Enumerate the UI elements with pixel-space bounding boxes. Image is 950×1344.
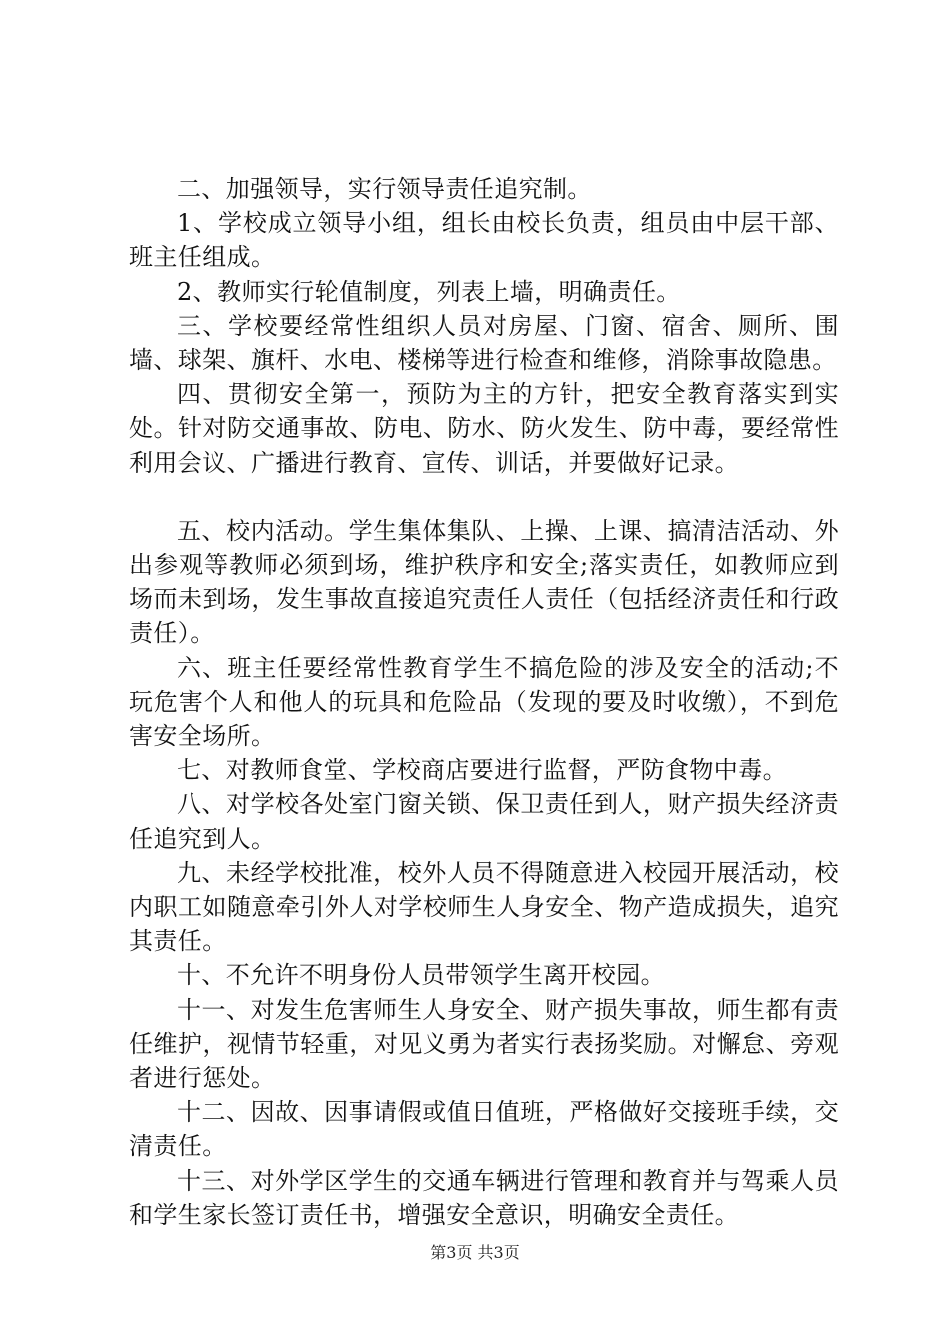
paragraph-8-locks-security: 八、对学校各处室门窗关锁、保卫责任到人，财产损失经济责任追究到人。 xyxy=(129,790,839,853)
paragraph-13-transport: 十三、对外学区学生的交通车辆进行管理和教育并与驾乘人员和学生家长签订责任书，增强安全意识，明确安全责任。 xyxy=(129,1166,839,1229)
paragraph-5-campus-activities: 五、校内活动。学生集体集队、上操、上课、搞清洁活动、外出参观等教师必须到场，维护秩序和安全;落实责任，如教师应到场而未到场，发生事故直接追究责任人责任（包括经济责任和行政责任）。 xyxy=(129,516,839,648)
page-number-footer: 第3页 共3页 xyxy=(430,1243,520,1262)
document-body xyxy=(129,172,839,1232)
paragraph-2-2-duty-rotation: 2、教师实行轮值制度，列表上墙，明确责任。 xyxy=(177,277,681,306)
paragraph-9-outsiders: 九、未经学校批准，校外人员不得随意进入校园开展活动，校内职工如随意牵引外人对学校师生人身安全、物产造成损失，追究其责任。 xyxy=(129,858,839,956)
paragraph-2-leadership: 二、加强领导，实行领导责任追究制。 xyxy=(177,175,592,203)
paragraph-11-accidents: 十一、对发生危害师生人身安全、财产损失事故，师生都有责任维护，视情节轻重，对见义勇为者实行表扬奖励。对懈怠、旁观者进行惩处。 xyxy=(129,995,839,1093)
paragraph-7-canteen: 七、对教师食堂、学校商店要进行监督，严防食物中毒。 xyxy=(177,756,787,785)
paragraph-10-unknown-persons: 十、不允许不明身份人员带领学生离开校园。 xyxy=(177,961,665,990)
paragraph-3-inspection: 三、学校要经常性组织人员对房屋、门窗、宿舍、厕所、围墙、球架、旗杆、水电、楼梯等进行检查和维修，消除事故隐患。 xyxy=(129,311,839,375)
paragraph-6-class-teacher: 六、班主任要经常性教育学生不搞危险的涉及安全的活动;不玩危害个人和他人的玩具和危险品（发现的要及时收缴），不到危害安全场所。 xyxy=(129,653,839,751)
paragraph-4-safety-education: 四、贯彻安全第一，预防为主的方针，把安全教育落实到实处。针对防交通事故、防电、防水、防火发生、防中毒，要经常性利用会议、广播进行教育、宣传、训话，并要做好记录。 xyxy=(129,380,839,477)
paragraph-12-leave-handover: 十二、因故、因事请假或值日值班，严格做好交接班手续，交清责任。 xyxy=(129,1098,839,1161)
paragraph-2-1-leading-group: 1、学校成立领导小组，组长由校长负责，组员由中层干部、班主任组成。 xyxy=(129,209,839,272)
